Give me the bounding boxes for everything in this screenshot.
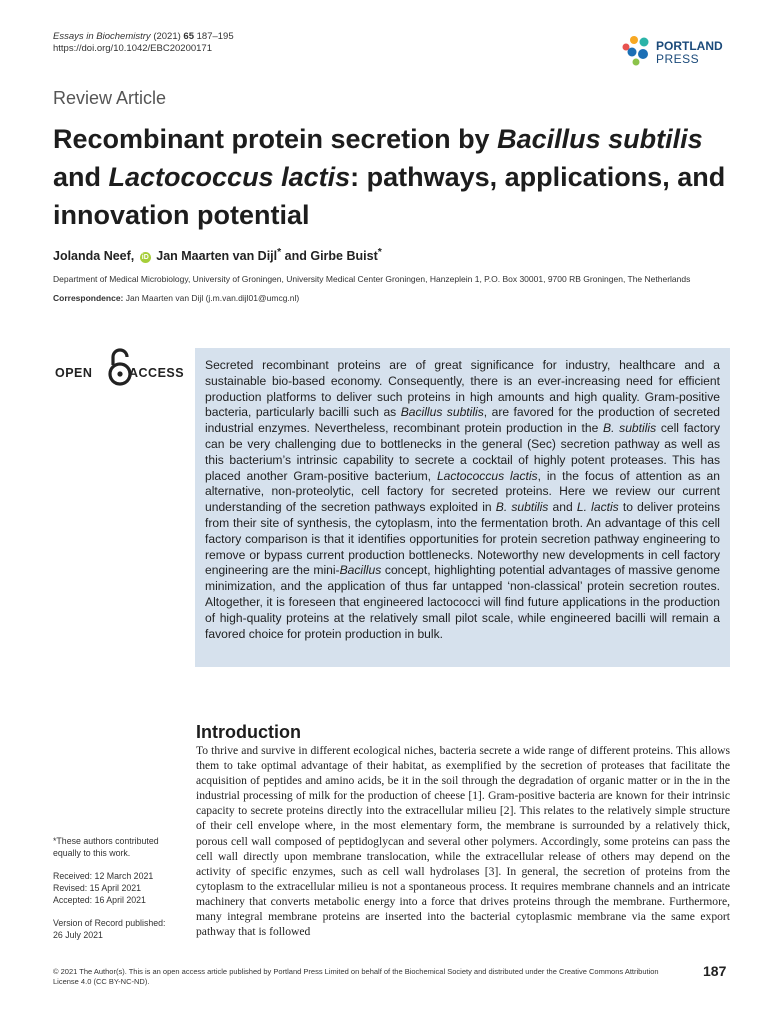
logo-line1: PORTLAND: [656, 39, 723, 53]
title-part1: Recombinant protein secretion by: [53, 124, 498, 154]
abstract-text-2: , are favored for the production of secreted industrial enzymes. Nevertheless, recombinant protein production in the: [205, 405, 720, 436]
abstract-text-1: Secreted recombinant proteins are of great significance for industry, healthcare and a sustainable bio-based economy. Consequently, there is an ever-increasing need for efficient production platforms to deliver such proteins in high amounts and high quality. Gram-positive bacteria, particularly bacilli such as: [205, 358, 720, 420]
section-heading-introduction: Introduction: [196, 722, 301, 742]
copyright-icon: ©: [53, 967, 59, 976]
abstract-italic-1: Bacillus subtilis: [400, 405, 484, 420]
logo-dot-5: [638, 49, 648, 59]
open-access-label-right: ACCESS: [129, 366, 185, 380]
author-1[interactable]: Jolanda Neef,: [53, 249, 135, 264]
revised-date: Revised: 15 April 2021: [53, 883, 142, 893]
logo-line2: PRESS: [656, 52, 700, 66]
author-separator: and: [281, 249, 311, 264]
version-of-record-date: 26 July 2021: [53, 930, 103, 940]
abstract-italic-4: B. subtilis: [495, 500, 549, 515]
author-list: [53, 247, 382, 263]
title-part3: : pathways, applications, and innovation potential: [53, 162, 726, 230]
title-species1: Bacillus subtilis: [497, 124, 703, 154]
abstract-text-4: , in the focus of attention as an alternative, non-proteolytic, cell factory for secreted proteins. Here we review our current understanding of the secretion pathways exploited in: [205, 468, 721, 515]
author-2[interactable]: Jan Maarten van Dijl: [156, 249, 278, 264]
abstract-text-3: cell factory can be very challenging due to bottlenecks in the general (Sec) secretion pathway as well as this bacterium’s intrinsic capability to secrete a cocktail of highly potent proteases. This has placed another Gram-positive bacterium,: [205, 421, 720, 483]
logo-dot-2: [630, 36, 638, 44]
author-contribution-note: *These authors contributed equally to this work.: [53, 836, 159, 858]
abstract-italic-3: Lactococcus lactis: [436, 468, 538, 483]
license-footer: [53, 967, 663, 987]
logo-wordmark: [656, 40, 723, 66]
version-of-record-label: Version of Record published:: [53, 918, 166, 928]
logo-dot-6: [633, 59, 640, 66]
received-date: Received: 12 March 2021: [53, 871, 154, 881]
open-access-label-left: OPEN: [55, 366, 93, 380]
abstract-text-7: concept, highlighting potential advantages of massive genome minimization, and the application of thus far untapped ‘non-classical’ protein secretion routes. Altogether, it is foreseen that engineered lactococci will find future applications in the production of high-quality proteins at the relatively small pilot scale, while engineered bacilli will remain a favored choice for protein production in bulk.: [205, 563, 720, 641]
journal-title: Essays in Biochemistry: [53, 31, 151, 42]
abstract-box: [195, 348, 730, 667]
affiliation: Department of Medical Microbiology, University of Groningen, University Medical Center Groningen, Hanzeplein 1, P.O. Box 30001, 9700 RB Groningen, The Netherlands: [53, 274, 691, 284]
introduction-body: To thrive and survive in different ecological niches, bacteria secrete a wide range of different proteins. This allows them to take optimal advantage of their habitat, as exemplified by the secretion of proteases that facilitate the acquisition of peptides and amino acids, be it in the soil through the degradation of organic matter or in the in the industrial processing of milk for the production of cheese [1]. Gram-positive bacteria are known for their intrinsic capacity to secrete proteins directly into the extracellular milieu [2]. This relates to the relatively simple structure of their cell envelope where, in the most elementary form, the membrane is surrounded by a relatively thick, porous cell wall composed of peptidoglycan and several other polymers. Accordingly, some proteins can pass the cell wall directly upon membrane translocation, while the extracellular release of others may depend on the activity of specific enzymes, such as cell wall hydrolases [3]. In general, the secretion of proteins from the cytoplasm to the extracellular milieu is not a spontaneous process. It requires membrane channels and an intricate machinery that converts metabolic energy into a force that drives proteins through the membrane. Furthermore, many integral membrane proteins are inserted into the bacterial cytoplasmic membrane via the same export pathway that is followed: [196, 744, 730, 939]
author-3[interactable]: Girbe Buist: [310, 249, 378, 264]
article-title: [53, 120, 743, 234]
journal-volume: 65: [183, 31, 194, 42]
orcid-icon[interactable]: iD: [141, 254, 149, 262]
abstract-italic-6: Bacillus: [339, 563, 382, 578]
abstract-text-6: to deliver proteins from their site of synthesis, the cytoplasm, into the fermentation broth. An advantage of this cell factory comparison is that it identifies opportunities for protein secretion pathway engineering to remove or bypass current production bottlenecks. Noteworthy new developments in cell factory engineering are the mini-: [205, 500, 721, 578]
article-type: Review Article: [53, 88, 167, 108]
logo-dot-3: [640, 38, 649, 47]
title-part2: and: [53, 162, 109, 192]
correspondence-label: Correspondence:: [53, 293, 124, 303]
abstract-italic-5: L. lactis: [576, 500, 619, 515]
author-3-mark: *: [377, 247, 382, 258]
accepted-date: Accepted: 16 April 2021: [53, 895, 146, 905]
journal-year: (2021): [153, 31, 181, 42]
correspondence-text[interactable]: Jan Maarten van Dijl (j.m.van.dijl01@umcg.nl): [123, 293, 300, 303]
title-species2: Lactococcus lactis: [108, 162, 351, 192]
page-number: 187: [703, 963, 727, 979]
license-text: 2021 The Author(s). This is an open access article published by Portland Press Limited on behalf of the Biochemical Society and distributed under the Creative Commons Attribution License 4.0 (CC BY-NC-ND).: [53, 967, 659, 986]
abstract-italic-2: B. subtilis: [603, 421, 657, 436]
correspondence: [53, 293, 299, 303]
abstract-text-5: and: [548, 500, 577, 515]
journal-pages: 187–195: [196, 31, 234, 42]
journal-citation: [53, 31, 234, 55]
logo-dot-4: [628, 48, 637, 57]
author-2-mark: *: [277, 247, 282, 258]
doi-link[interactable]: https://doi.org/10.1042/EBC20200171: [53, 43, 212, 54]
